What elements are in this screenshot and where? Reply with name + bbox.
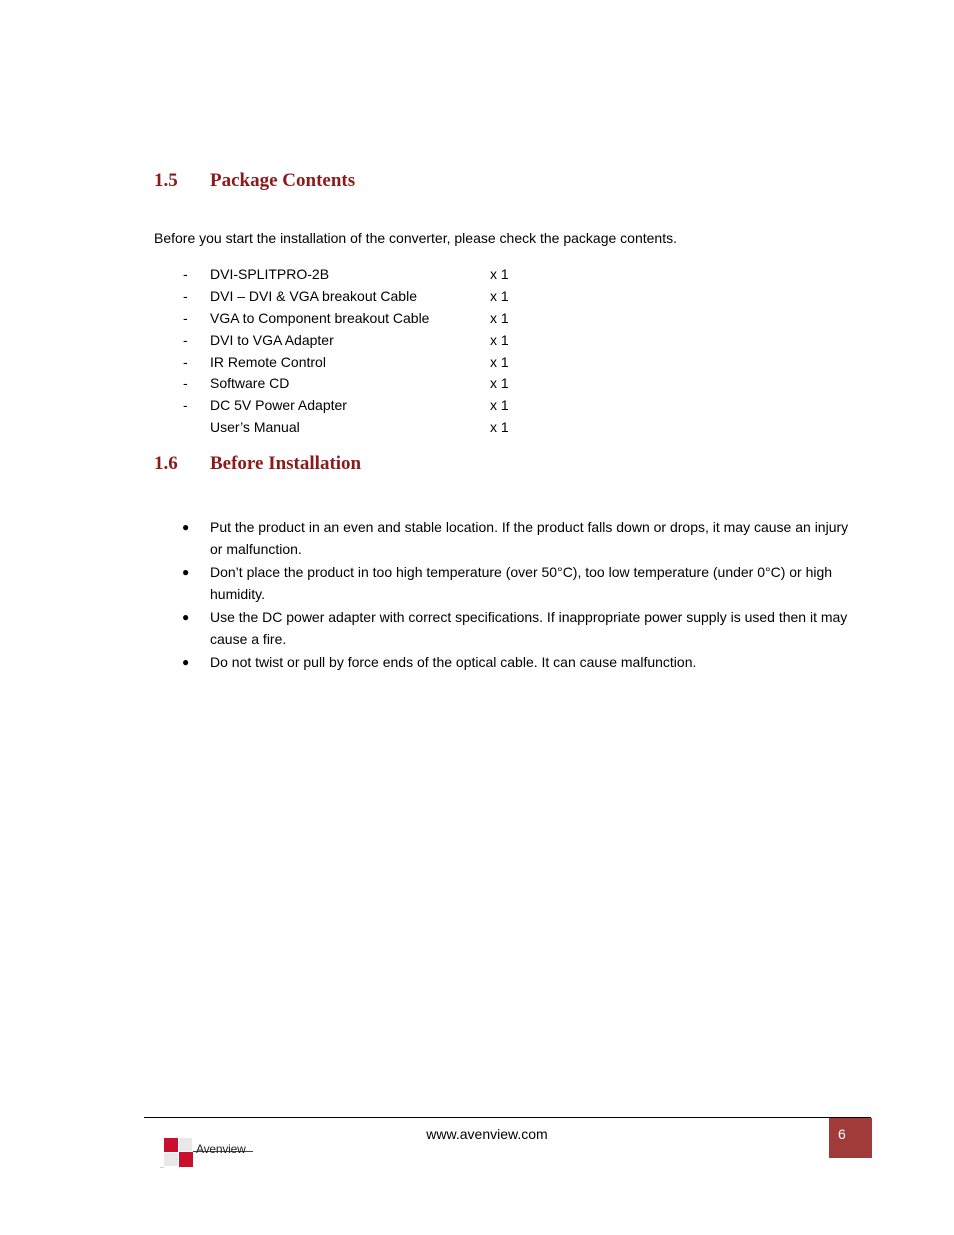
bullet-text: Put the product in an even and stable location. If the product falls down or drops, it may cause an injury or malfunction. xyxy=(210,519,849,557)
avenview-logo xyxy=(160,1136,270,1182)
bullet-icon: ● xyxy=(182,655,190,669)
bullet-item xyxy=(154,651,859,673)
list-dash: - xyxy=(183,375,188,392)
item-qty: x 1 xyxy=(490,287,509,304)
bullet-text: Don’t place the product in too high temperature (over 50°C), too low temperature (under 0°C) or high humidity. xyxy=(210,564,833,602)
item-qty: x 1 xyxy=(490,266,509,282)
footer-divider xyxy=(144,1117,871,1118)
item-qty: x 1 xyxy=(490,375,509,392)
installation-notes-list xyxy=(154,516,859,674)
bullet-text: Do not twist or pull by force ends of the optical cable. It can cause malfunction. xyxy=(210,654,697,670)
footer-url: www.avenview.com xyxy=(426,1126,548,1142)
list-dash: - xyxy=(183,266,188,282)
item-name: DVI-SPLITPRO-2B xyxy=(210,266,330,282)
bullet-icon: ● xyxy=(182,565,190,579)
logo-text: Avenview xyxy=(196,1142,246,1156)
list-dash: - xyxy=(183,353,188,370)
section-heading-package-contents xyxy=(154,170,355,192)
item-qty: x 1 xyxy=(490,397,509,414)
item-qty: x 1 xyxy=(490,353,509,370)
item-name: DVI to VGA Adapter xyxy=(210,331,334,348)
section-number: 1.6 xyxy=(154,453,178,474)
bullet-icon: ● xyxy=(182,610,190,624)
item-name: DC 5V Power Adapter xyxy=(210,397,347,414)
bullet-item xyxy=(154,606,859,650)
item-qty: x 1 xyxy=(490,309,509,326)
intro-paragraph: Before you start the installation of the converter, please check the package contents. xyxy=(154,230,677,246)
list-dash: - xyxy=(183,397,188,414)
list-dash: - xyxy=(183,309,188,326)
bullet-item xyxy=(154,516,859,560)
bullet-item xyxy=(154,561,859,605)
list-dash: - xyxy=(183,287,188,304)
section-title: Before Installation xyxy=(210,453,362,474)
item-name: DVI – DVI & VGA breakout Cable xyxy=(210,287,417,304)
item-name: Software CD xyxy=(210,375,290,392)
bullet-icon: ● xyxy=(182,520,190,534)
list-dash: - xyxy=(183,331,188,348)
section-title: Package Contents xyxy=(210,170,356,191)
section-number: 1.5 xyxy=(154,170,178,191)
bullet-text: Use the DC power adapter with correct specifications. If inappropriate power supply is used then it may cause a fire. xyxy=(210,609,848,647)
item-name: IR Remote Control xyxy=(210,353,326,370)
item-qty: x 1 xyxy=(490,331,509,348)
item-name: VGA to Component breakout Cable xyxy=(210,309,430,326)
item-name: User’s Manual xyxy=(210,419,300,436)
page-number: 6 xyxy=(829,1118,872,1158)
item-qty: x 1 xyxy=(490,419,509,436)
section-heading-before-installation xyxy=(154,453,361,475)
